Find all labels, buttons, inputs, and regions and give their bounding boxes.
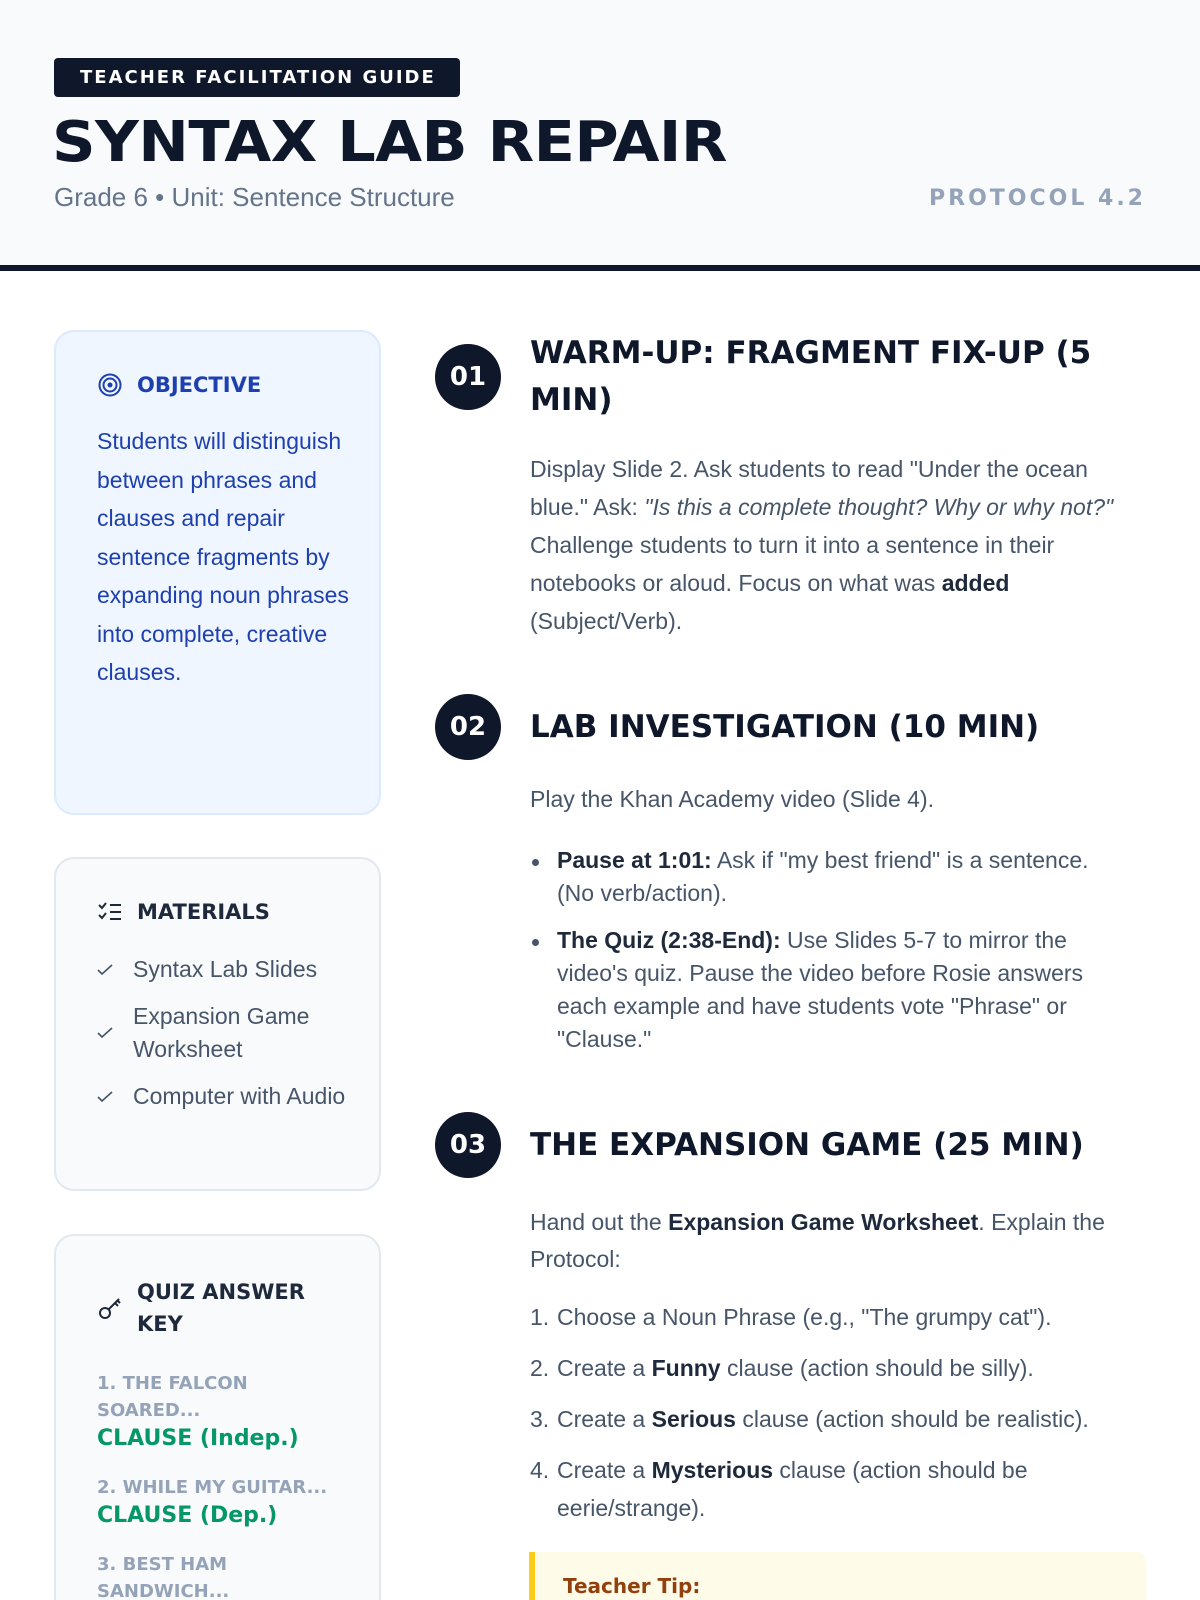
quiz-question: 2. WHILE MY GUITAR... (97, 1477, 328, 1498)
target-icon (97, 372, 123, 398)
step-number-badge: 01 (435, 344, 501, 410)
list-emphasis: Serious (651, 1406, 736, 1432)
step-title: LAB INVESTIGATION (10 MIN) (530, 709, 1040, 745)
list-item (530, 1400, 1147, 1438)
objective-card (54, 330, 381, 815)
list-item (530, 844, 1130, 910)
quiz-key-item (97, 1551, 349, 1600)
quiz-key-item (97, 1474, 349, 1531)
protocol-list (530, 1298, 1147, 1540)
guide-badge: TEACHER FACILITATION GUIDE (54, 58, 460, 97)
materials-item-label: Expansion Game Worksheet (133, 1003, 310, 1062)
step-quote: "Is this a complete thought? Why or why not?" (644, 494, 1114, 520)
list-text-part: Create a (557, 1355, 652, 1381)
quiz-key-card (54, 1234, 381, 1600)
list-item (530, 924, 1130, 1056)
materials-item (97, 1000, 349, 1066)
quiz-key-heading-label: QUIZ ANSWER KEY (137, 1280, 305, 1336)
list-text (557, 1298, 1051, 1336)
list-text-part: clause (action should be realistic). (735, 1406, 1089, 1432)
step-emphasis: added (941, 570, 1010, 596)
list-text-part: Create a (557, 1457, 652, 1483)
step-text: (Subject/Verb). (530, 608, 683, 634)
quiz-key-heading (97, 1276, 349, 1340)
bullet-label: Pause at 1:01: (557, 847, 712, 873)
quiz-answer: CLAUSE (Dep.) (97, 1503, 278, 1528)
step-text: Hand out the (530, 1209, 669, 1235)
step-number-badge: 02 (435, 694, 501, 760)
list-emphasis: Mysterious (651, 1457, 774, 1483)
list-number: 1. (530, 1304, 550, 1330)
list-text-part: clause (action should be silly). (720, 1355, 1034, 1381)
list-text-part: clause (action should be eerie/strange). (557, 1457, 1028, 1521)
step-title: THE EXPANSION GAME (25 MIN) (530, 1127, 1084, 1163)
materials-heading (97, 899, 349, 925)
step-bullet-list (530, 844, 1130, 1070)
objective-heading-label: OBJECTIVE (137, 373, 262, 397)
step-text: Display Slide 2. Ask students to read "Under the ocean blue." Ask: (530, 456, 1088, 520)
objective-text: Students will distinguish between phrases and clauses and repair sentence fragments by expanding noun phrases into complete, creative clauses. (97, 428, 349, 685)
materials-heading-label: MATERIALS (137, 900, 270, 924)
quiz-key-list (97, 1370, 349, 1600)
bullet-label: The Quiz (2:38-End): (557, 927, 781, 953)
check-icon (97, 1023, 123, 1043)
step-text: . Explain the Protocol: (530, 1209, 1105, 1272)
key-icon (97, 1295, 123, 1321)
list-number: 2. (530, 1355, 550, 1381)
list-item (530, 1298, 1147, 1336)
bullet-text: Ask if "my best friend" is a sentence. (No verb/action). (557, 847, 1089, 906)
step-emphasis: Expansion Game Worksheet (668, 1209, 979, 1235)
page-subtitle: Grade 6 • Unit: Sentence Structure (54, 182, 455, 212)
quiz-question: 1. THE FALCON SOARED... (97, 1373, 248, 1421)
list-number: 4. (530, 1457, 550, 1483)
page-header (0, 0, 1200, 271)
checklist-icon (97, 899, 123, 925)
list-emphasis: Funny (651, 1355, 721, 1381)
list-text-part: Create a (557, 1406, 652, 1432)
materials-list (97, 953, 349, 1113)
materials-item (97, 953, 349, 986)
list-item (530, 1349, 1147, 1387)
quiz-question: 3. BEST HAM SANDWICH... (97, 1554, 230, 1600)
check-icon (97, 960, 123, 980)
materials-item (97, 1080, 349, 1113)
quiz-answer: CLAUSE (Indep.) (97, 1426, 299, 1451)
step-text: Challenge students to turn it into a sentence in their notebooks or aloud. Focus on what was (530, 532, 1055, 596)
list-text-part: Choose a Noun Phrase (e.g., "The grumpy cat"). (557, 1304, 1052, 1330)
check-icon (97, 1087, 123, 1107)
list-number: 3. (530, 1406, 550, 1432)
teacher-tip-callout (529, 1552, 1146, 1600)
step-intro: Play the Khan Academy video (Slide 4). (530, 786, 935, 812)
list-item (530, 1451, 1147, 1527)
list-text (557, 1349, 1034, 1387)
step-intro (530, 1204, 1147, 1278)
protocol-label: PROTOCOL 4.2 (929, 186, 1146, 211)
materials-item-label: Computer with Audio (133, 1083, 346, 1109)
page-title: SYNTAX LAB REPAIR (52, 110, 727, 175)
materials-card (54, 857, 381, 1191)
step-number-badge: 03 (435, 1112, 501, 1178)
bullet-text: Use Slides 5-7 to mirror the video's quiz. Pause the video before Rosie answers each example and have students vote "Phrase" or "Clause." (557, 927, 1084, 1052)
step-body (530, 450, 1147, 640)
list-text (557, 1451, 1147, 1527)
quiz-key-item (97, 1370, 349, 1454)
materials-item-label: Syntax Lab Slides (133, 956, 318, 982)
objective-heading (97, 372, 349, 398)
list-text (557, 1400, 1089, 1438)
teacher-tip-label: Teacher Tip: (563, 1574, 701, 1598)
step-title: WARM-UP: FRAGMENT FIX-UP (5 MIN) (530, 335, 1092, 418)
